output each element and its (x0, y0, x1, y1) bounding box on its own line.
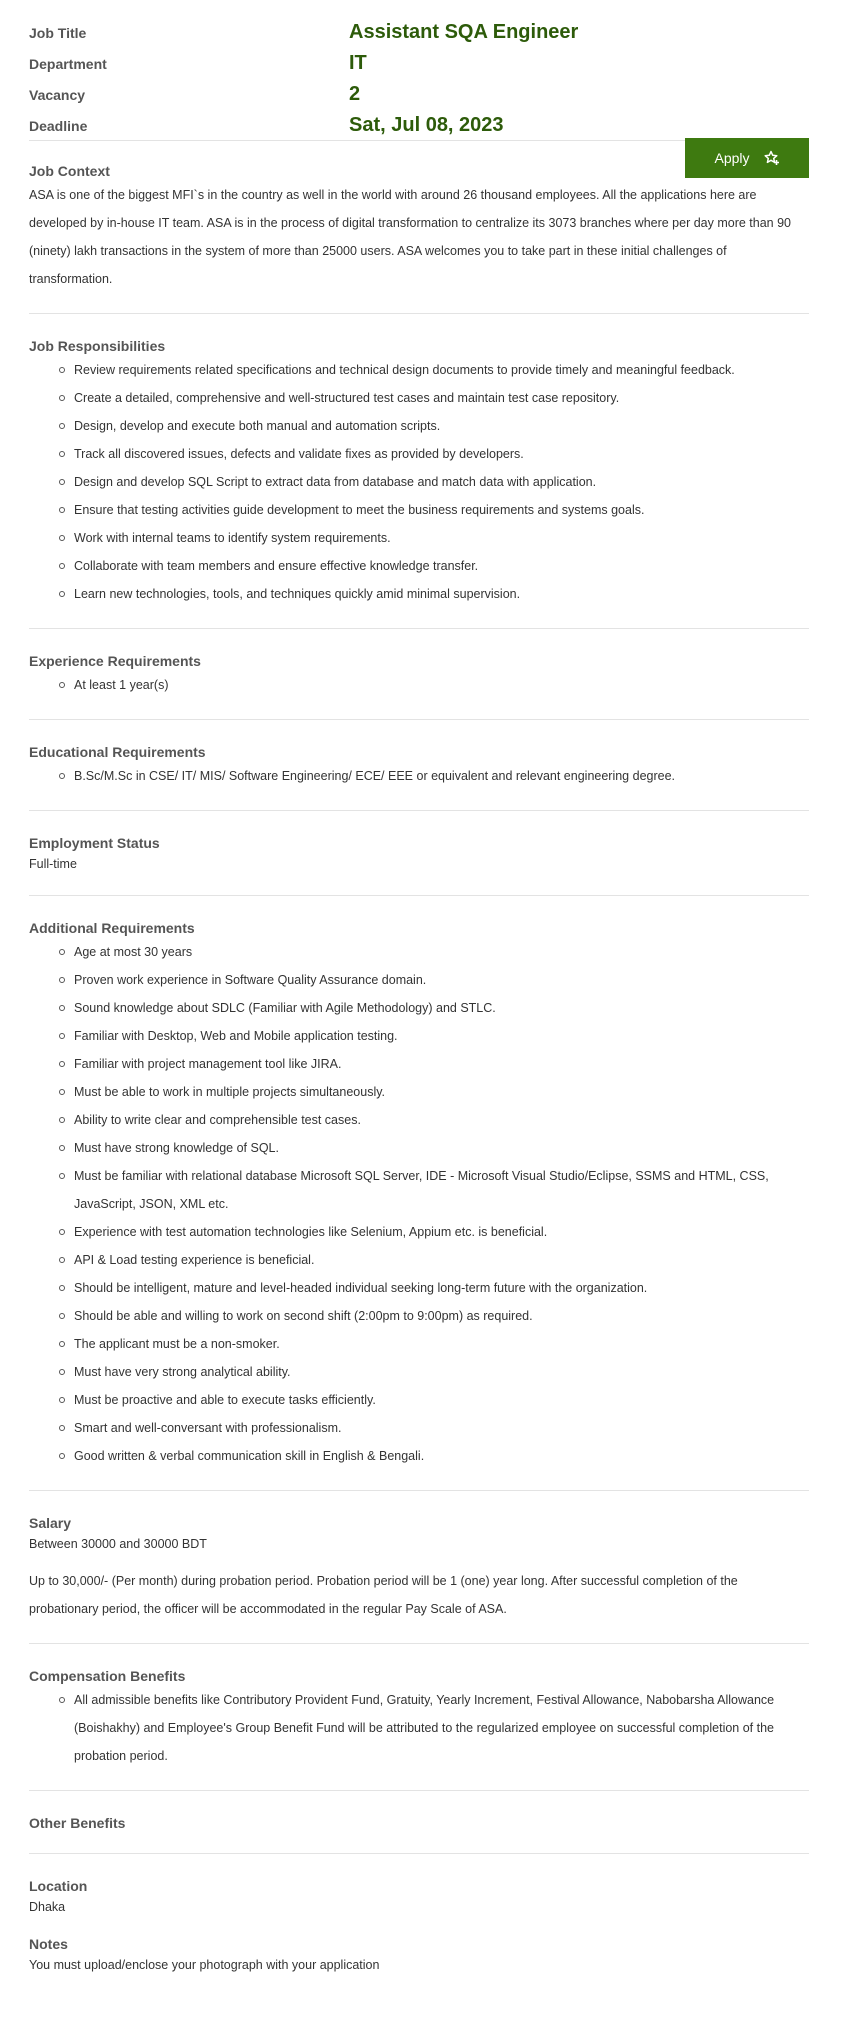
deadline-value: Sat, Jul 08, 2023 (349, 114, 504, 136)
department-row (29, 48, 809, 79)
responsibilities-title: Job Responsibilities (29, 338, 166, 354)
list-item: Must be familiar with relational database Microsoft SQL Server, IDE - Microsoft Visual Studio/Eclipse, SSMS and HTML, CSS, JavaScript, JSON, XML etc. (74, 1162, 809, 1218)
list-item: Track all discovered issues, defects and validate fixes as provided by developers. (74, 440, 809, 468)
list-item: Work with internal teams to identify system requirements. (74, 524, 809, 552)
list-item: Must have very strong analytical ability. (74, 1358, 809, 1386)
experience-section (29, 629, 809, 720)
list-item: Age at most 30 years (74, 938, 809, 966)
notes-title: Notes (29, 1936, 68, 1952)
list-item: Review requirements related specifications and technical design documents to provide timely and meaningful feedback. (74, 356, 809, 384)
list-item: Proven work experience in Software Quality Assurance domain. (74, 966, 809, 994)
list-item: Collaborate with team members and ensure effective knowledge transfer. (74, 552, 809, 580)
deadline-row (29, 110, 809, 141)
list-item: B.Sc/M.Sc in CSE/ IT/ MIS/ Software Engineering/ ECE/ EEE or equivalent and relevant engineering degree. (74, 762, 809, 790)
job-details-container (29, 0, 809, 1976)
employment-status-text: Full-time (29, 857, 77, 871)
salary-range: Between 30000 and 30000 BDT (29, 1537, 207, 1551)
list-item: All admissible benefits like Contributory Provident Fund, Gratuity, Yearly Increment, Festival Allowance, Nabobarsha Allowance (Boishakhy) and Employee's Group Benefit Fund will be attributed to the regularized employee on successful completion of the probation period. (74, 1686, 809, 1770)
job-context-title: Job Context (29, 163, 110, 179)
notes-text: You must upload/enclose your photograph with your application (29, 1958, 380, 1972)
vacancy-row (29, 79, 809, 110)
experience-list (29, 671, 809, 699)
list-item: Create a detailed, comprehensive and well-structured test cases and maintain test case repository. (74, 384, 809, 412)
compensation-section (29, 1644, 809, 1791)
job-summary (29, 0, 809, 141)
department-value: IT (349, 52, 367, 74)
list-item: Must be proactive and able to execute tasks efficiently. (74, 1386, 809, 1414)
vacancy-value: 2 (349, 83, 361, 105)
list-item: Should be able and willing to work on second shift (2:00pm to 9:00pm) as required. (74, 1302, 809, 1330)
additional-requirements-section (29, 896, 809, 1491)
list-item: Learn new technologies, tools, and techniques quickly amid minimal supervision. (74, 580, 809, 608)
salary-section (29, 1491, 809, 1644)
responsibilities-list (29, 356, 809, 608)
job-title-label: Job Title (29, 24, 87, 41)
list-item: API & Load testing experience is beneficial. (74, 1246, 809, 1274)
compensation-title: Compensation Benefits (29, 1668, 186, 1684)
list-item: At least 1 year(s) (74, 671, 809, 699)
education-list (29, 762, 809, 790)
location-text: Dhaka (29, 1900, 66, 1914)
salary-title: Salary (29, 1515, 72, 1531)
employment-status-section (29, 811, 809, 896)
list-item: Design, develop and execute both manual and automation scripts. (74, 412, 809, 440)
list-item: Sound knowledge about SDLC (Familiar with Agile Methodology) and STLC. (74, 994, 809, 1022)
list-item: Must have strong knowledge of SQL. (74, 1134, 809, 1162)
education-title: Educational Requirements (29, 744, 206, 760)
other-benefits-title: Other Benefits (29, 1815, 126, 1831)
education-section (29, 720, 809, 811)
additional-requirements-title: Additional Requirements (29, 920, 195, 936)
list-item: The applicant must be a non-smoker. (74, 1330, 809, 1358)
list-item: Smart and well-conversant with professionalism. (74, 1414, 809, 1442)
apply-button[interactable] (685, 138, 809, 178)
list-item: Ability to write clear and comprehensible test cases. (74, 1106, 809, 1134)
list-item: Should be intelligent, mature and level-headed individual seeking long-term future with the organization. (74, 1274, 809, 1302)
other-benefits-section (29, 1791, 809, 1854)
notes-section (29, 1928, 809, 1976)
responsibilities-section (29, 314, 809, 629)
star-plus-icon (764, 150, 780, 166)
deadline-label: Deadline (29, 117, 88, 134)
list-item: Good written & verbal communication skill in English & Bengali. (74, 1442, 809, 1470)
location-title: Location (29, 1878, 88, 1894)
salary-note: Up to 30,000/- (Per month) during probation period. Probation period will be 1 (one) year long. After successful completion of the probationary period, the officer will be accommodated in the regular Pay Scale of ASA. (29, 1574, 738, 1616)
list-item: Familiar with Desktop, Web and Mobile application testing. (74, 1022, 809, 1050)
list-item: Must be able to work in multiple projects simultaneously. (74, 1078, 809, 1106)
job-title-row (29, 17, 809, 48)
apply-button-label: Apply (714, 150, 750, 166)
compensation-list (29, 1686, 809, 1770)
job-title-value: Assistant SQA Engineer (349, 21, 579, 43)
department-label: Department (29, 55, 107, 72)
list-item: Familiar with project management tool like JIRA. (74, 1050, 809, 1078)
vacancy-label: Vacancy (29, 86, 86, 103)
experience-title: Experience Requirements (29, 653, 201, 669)
list-item: Design and develop SQL Script to extract data from database and match data with application. (74, 468, 809, 496)
list-item: Experience with test automation technologies like Selenium, Appium etc. is beneficial. (74, 1218, 809, 1246)
list-item: Ensure that testing activities guide development to meet the business requirements and systems goals. (74, 496, 809, 524)
employment-status-title: Employment Status (29, 835, 160, 851)
job-context-text: ASA is one of the biggest MFI`s in the country as well in the world with around 26 thousand employees. All the applications here are developed by in-house IT team. ASA is in the process of digital transformation to centralize its 3073 branches where per day more than 90 (ninety) lakh transactions in the system of more than 25000 users. ASA welcomes you to take part in these initial challenges of transformation. (29, 188, 792, 286)
additional-requirements-list (29, 938, 809, 1470)
location-section (29, 1854, 809, 1928)
